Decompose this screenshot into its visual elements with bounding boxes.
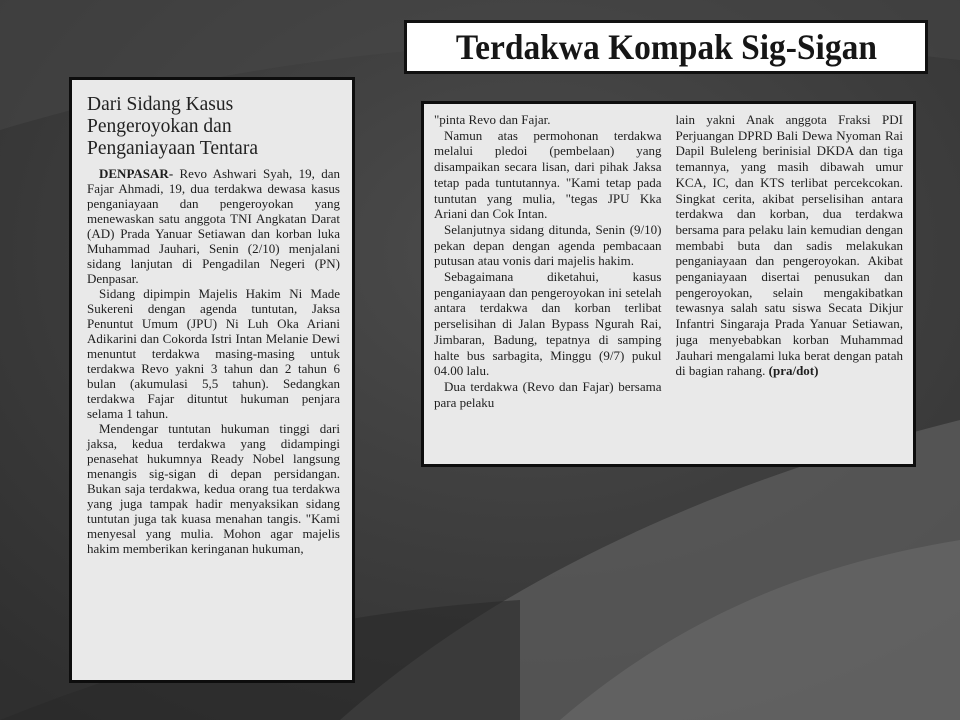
article-paragraph: Selanjutnya sidang ditunda, Senin (9/10) pekan depan dengan agenda pembacaan putusan atau vonis dari majelis hakim. xyxy=(434,221,662,269)
slide-title-box xyxy=(404,20,928,74)
article-paragraph: Mendengar tuntutan hukuman tinggi dari jaksa, kedua terdakwa yang didampingi penasehat hukumnya Ready Nobel langsung menangis sig-sigan di depan persidangan. Bukan saja terdakwa, kedua orang tua terdakwa yang juga tampak hadir menyaksikan sidang tuntutan juga tak kuasa menahan tangis. "Kami menyesal yang mulia. Mohon agar majelis hakim memberikan keringanan hukuman, xyxy=(87,421,340,556)
article-paragraph: "pinta Revo dan Fajar. xyxy=(434,112,551,127)
newspaper-clipping-left xyxy=(69,77,355,683)
article-column-1 xyxy=(434,112,662,458)
article-paragraph: lain yakni Anak anggota Fraksi PDI Perjuangan DPRD Bali Dewa Nyoman Rai Dapil Buleleng berinisial DKDA dan tiga temannya, yang masih dibawah umur KCA, IC, dan KTS terlibat percekcokan. Singkat cerita, akibat perselisihan antara terdakwa dan korban, dua terdakwa bersama para pelaku lain kemudian dengan membabi buta dan sadis melakukan penganiayaan dan pengeroyokan. Akibat penganiayaan disertai penusukan dan pengeroyokan, selain mengakibatkan tewasnya salah satu siswa Secata Dikjur Infantri Singaraja Prada Yanuar Setiawan, juga menyebabkan korban Muhammad Jauhari mengalami luka berat dengan patah di bagian rahang. (pra/dot) xyxy=(675,112,903,379)
headline-line-3: Penganiayaan Tentara xyxy=(87,138,258,159)
article-body-left xyxy=(87,166,340,556)
headline-line-1: Dari Sidang Kasus xyxy=(87,94,234,115)
article-paragraph: Dua terdakwa (Revo dan Fajar) bersama para pelaku xyxy=(434,378,662,410)
article-paragraph: Sidang dipimpin Majelis Hakim Ni Made Sukereni dengan agenda tuntutan, Jaksa Penuntut Umum (JPU) Ni Luh Oka Ariani Adikarini dan Cokorda Istri Intan Melanie Dewi menuntut terdakwa masing-masing untuk terdakwa Revo yakni 3 tahun dan 2 tahun 6 bulan (akumulasi 5,5 tahun). Sedangkan terdakwa Fajar dituntut hukuman penjara selama 1 tahun. xyxy=(87,286,340,421)
clipping-headline xyxy=(87,94,340,160)
slide-title: Terdakwa Kompak Sig-Sigan xyxy=(455,27,877,67)
headline-line-2: Pengeroyokan dan xyxy=(87,116,232,137)
dateline: DENPASAR- xyxy=(99,166,174,181)
article-paragraph: DENPASAR- Revo Ashwari Syah, 19, dan Fajar Ahmadi, 19, dua terdakwa dewasa kasus penganiayaan dan pengeroyokan yang menewaskan satu anggota TNI Angkatan Darat (AD) Prada Yanuar Setiawan dan korban luka Muhammad Jauhari, Senin (2/10) menjalani sidang lanjutan di Pengadilan Negeri (PN) Denpasar. xyxy=(87,166,340,286)
article-paragraph: Sebagaimana diketahui, kasus penganiayaan dan pengeroyokan ini setelah antara terdakwa dan korban terlibat perselisihan di Jalan Bypass Ngurah Rai, Jimbaran, Badung, tepatnya di samping halte bus sarbagita, Minggu (9/7) pukul 04.00 lalu. xyxy=(434,269,662,379)
newspaper-clipping-right xyxy=(421,101,916,467)
article-paragraph: Namun atas permohonan terdakwa melalui pledoi (pembelaan) yang disampaikan secara lisan, dari pihak Jaksa tetap pada tuntutannya. "Kami tetap pada tuntutan yang mulia, "tegas JPU Kka Ariani dan Cok Intan. xyxy=(434,127,662,222)
article-columns xyxy=(434,112,903,458)
article-column-2 xyxy=(676,112,904,458)
author-signature: (pra/dot) xyxy=(768,363,819,379)
